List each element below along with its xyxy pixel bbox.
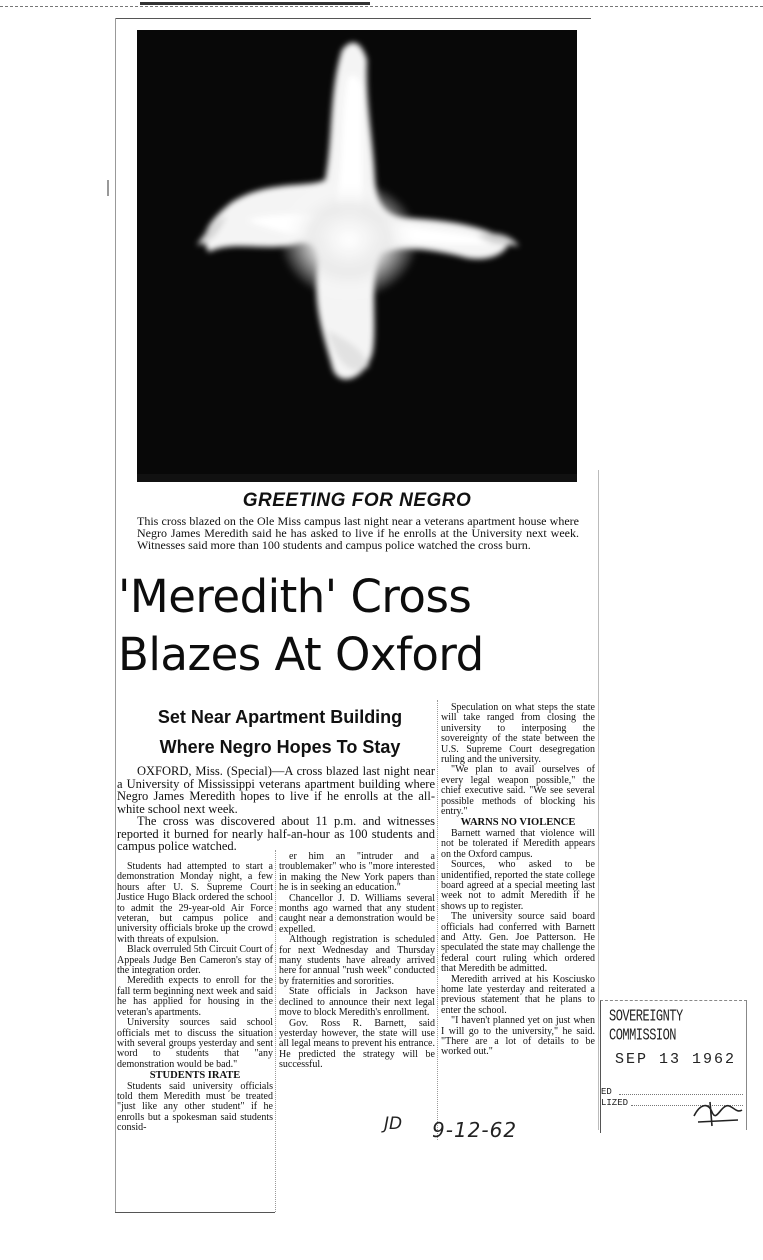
handwritten-date: 9-12-62 xyxy=(432,1118,518,1142)
stamp-dotted-line xyxy=(619,1094,743,1095)
clipping-top-edge xyxy=(115,18,591,19)
stamp-line-label: LIZED xyxy=(601,1098,629,1108)
paragraph: Students had attempted to start a demonstration Monday night, a few hours after U. S. Supreme Court Justice Hugo Black ordered the school to admit the 29-year-old Air Force veteran, but campus police and university officials broke up the crowd with threats of expulsion. xyxy=(117,861,273,945)
subheadline xyxy=(125,702,435,762)
headline xyxy=(118,568,578,684)
clipping-left-edge xyxy=(115,18,116,1213)
paragraph: Speculation on what steps the state will take ranged from closing the university to interposing the sovereignty of the state between the U.S. Supreme Court desegregation ruling and the university. xyxy=(441,702,595,766)
stamp-signature-scribble xyxy=(690,1098,746,1128)
lead-paragraphs xyxy=(117,765,435,853)
burning-cross-image xyxy=(137,30,577,482)
photo-caption-text: This cross blazed on the Ole Miss campus last night near a veterans apartment house where Negro James Meredith said he has asked to live if he enrolls at the University next week. Witnesses said more than 100 students and campus police watched the cross burn. xyxy=(137,514,579,552)
handwritten-initials: JD xyxy=(384,1114,403,1134)
paragraph: Gov. Ross R. Barnett, said yesterday however, the state will use all legal means to prevent his entrance. He predicted the strategy will be successful. xyxy=(279,1017,435,1071)
lead-paragraph: OXFORD, Miss. (Special)—A cross blazed last night near a University of Mississippi veterans apartment building where Negro James Meredith hopes to live if he enrolls at the all-white school next week. xyxy=(117,764,435,816)
headline-line-1: 'Meredith' Cross xyxy=(118,570,472,623)
paragraph: Barnett warned that violence will not be tolerated if Meredith appears on the Oxford campus. xyxy=(441,827,595,860)
paragraph: "I haven't planned yet on just when I will go to the university," he said. "There are a lot of details to be worked out." xyxy=(441,1015,595,1058)
subheadline-line-1: Set Near Apartment Building xyxy=(157,707,403,727)
column-divider xyxy=(275,850,276,1212)
stamp-organization: SOVEREIGNTY COMMISSION xyxy=(609,1007,683,1045)
section-subhead: STUDENTS IRATE xyxy=(149,1070,241,1082)
article-column-3 xyxy=(441,703,595,1058)
paragraph: State officials in Jackson have declined to announce their next legal move to block Meredith's enrollment. xyxy=(279,986,435,1019)
paragraph: University sources said school officials met to discuss the situation with several groups yesterday and sent word to students that "any demonstration would be bad." xyxy=(117,1017,273,1070)
paragraph: Meredith arrived at his Kosciusko home late yesterday and reiterated a previous statement that he plans to enter the school. xyxy=(441,973,595,1016)
margin-mark xyxy=(107,180,109,196)
lead-paragraph: The cross was discovered about 11 p.m. and witnesses reported it burned for nearly half-an-hour as 100 students and campus police watched. xyxy=(117,814,435,853)
paragraph: er him an "intruder and a troublemaker" who is "more interested in making the New York papers than he is in seeking an education." xyxy=(279,851,435,894)
paragraph: Students said university officials told them Meredith must be treated "just like any other student" if he enrolls but a spokesman said students consid- xyxy=(117,1080,273,1134)
burning-cross-photo xyxy=(137,30,577,482)
paragraph: "We plan to avail ourselves of every legal weapon possible," the chief executive said. "We see several possible methods of blocking his entry." xyxy=(441,764,595,818)
paragraph: The university source said board officials had conferred with Barnett and Atty. Gen. Joe Patterson. He speculated the state may challenge the federal court ruling which ordered that Meredith be admitted. xyxy=(441,911,595,975)
subheadline-line-2: Where Negro Hopes To Stay xyxy=(159,737,401,757)
section-subhead: WARNS NO VIOLENCE xyxy=(460,817,576,829)
paragraph: Although registration is scheduled for next Wednesday and Thursday many students have already arrived here for annual "rush week" conducted by fraternities and sororities. xyxy=(279,934,435,987)
paragraph: Meredith expects to enroll for the fall term beginning next week and said he has applied for housing in the veteran's apartments. xyxy=(117,975,273,1018)
margin-rule xyxy=(598,470,599,1130)
article-column-1 xyxy=(117,862,273,1134)
stamp-line-label: ED xyxy=(601,1087,612,1097)
paragraph: Black overruled 5th Circuit Court of Appeals Judge Ben Cameron's stay of the integration order. xyxy=(117,944,273,977)
clipping-bottom-edge xyxy=(115,1212,275,1213)
top-dashed-border xyxy=(0,6,763,7)
photo-caption-heading: GREETING FOR NEGRO xyxy=(242,490,472,511)
top-rule xyxy=(140,2,370,5)
article-column-2 xyxy=(279,852,435,1071)
paragraph: Chancellor J. D. Williams several months ago warned that any student caught near a demonstration would be expelled. xyxy=(279,892,435,935)
column-divider xyxy=(437,700,438,1140)
stamp-right-edge xyxy=(746,1000,747,1130)
headline-line-2: Blazes At Oxford xyxy=(118,628,484,681)
paragraph: Sources, who asked to be unidentified, reported the state college board agreed at a special meeting last week not to admit Meredith if he shows up to register. xyxy=(441,859,595,912)
stamp-date: SEP 13 1962 xyxy=(615,1051,737,1068)
